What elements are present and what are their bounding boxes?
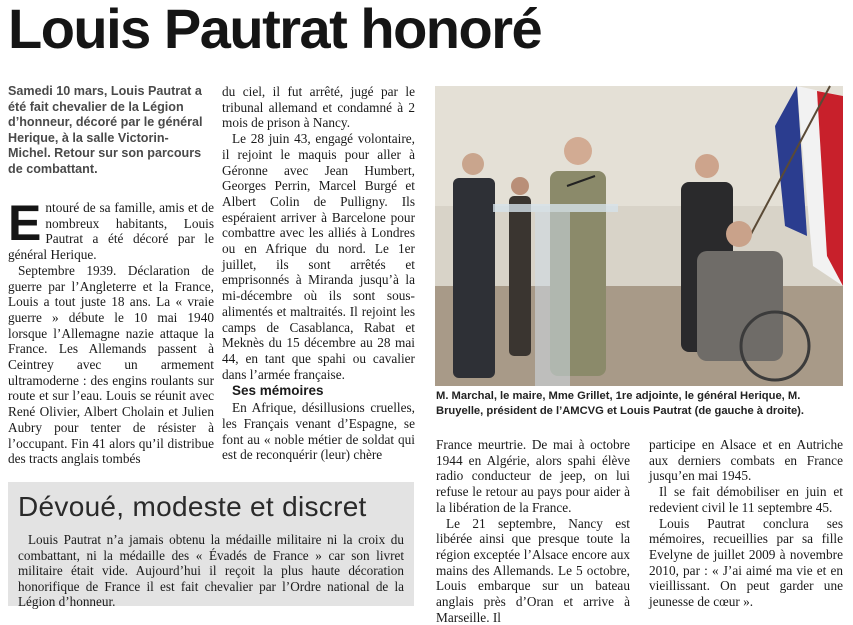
paragraph <box>8 195 214 263</box>
article-column-4 <box>649 437 843 610</box>
paragraph: Le 28 juin 43, engagé volontaire, il rejoint le maquis pour aller à Géronne avec Jean Humbert, Georges Perrin, Marcel Burgé et Albert Colin de Pulligny. Ils espéraient arriver à Barcelone pour combattre avec les alliés à Londres ou en Afrique du nord. Le 1er juillet, ils sont arrêtés et emprisonnés à Miranda jusqu’à la mi-décembre où ils sont sous-alimentés et maltraités. Il rejoint les camps de Casablanca, Rabat et Meknès du 15 décembre au 28 mai 44, en tant que spahi ou cavalier dans l’armée française. <box>222 131 415 382</box>
paragraph: du ciel, il fut arrêté, jugé par le tribunal allemand et condamné à 2 mois de prison à Nancy. <box>222 84 415 131</box>
photo-caption: M. Marchal, le maire, Mme Grillet, 1re adjointe, le général Herique, M. Bruyelle, président de l’AMCVG et Louis Pautrat (de gauche à droite). <box>436 390 805 418</box>
inset-box <box>8 482 414 610</box>
paragraph: Septembre 1939. Déclaration de guerre par l’Angleterre et la France, Louis a tout juste 18 ans. La « vraie guerre » débute le 10 mai 1940 lorsque l’Allemagne nazie attaque la France. Les Allemands passent à Ceintrey avec un armement ultramoderne : des engins roulants sur route et sur l’eau. Louis se réunit avec René Olivier, Albert Cholain et Julien Aubry pour tenter de résister à l’occupant. Fin 41 alors qu’il distribue des tracts anglais tombés <box>8 262 214 467</box>
article-column-3 <box>436 437 630 625</box>
paragraph: En Afrique, désillusions cruelles, les Français venant d’Espagne, se font au « noble métier de soldat qui est de reconquérir (leur) chère <box>222 400 415 463</box>
subheading: Ses mémoires <box>232 383 324 399</box>
ceremony-photo-illustration <box>435 86 843 386</box>
drop-cap: E <box>8 195 42 251</box>
article-column-2 <box>222 84 415 463</box>
paragraph-text: ntouré de sa famille, amis et de nombreux habitants, Louis Pautrat a été décoré par le général Herique. <box>8 200 214 263</box>
paragraph: Louis Pautrat conclura ses mémoires, recueillies par sa fille Evelyne de juillet 2009 à novembre 2010, par : « J’ai aimé ma vie et en vieillissant. On peut garder une jeunesse de cœur ». <box>649 515 843 610</box>
ceremony-photo <box>435 86 843 386</box>
inset-title: Dévoué, modeste et discret <box>18 491 367 522</box>
paragraph: France meurtrie. De mai à octobre 1944 en Algérie, alors spahi élève radio conducteur de jeep, on lui refuse le retour au pays pour aider à la libération de la France. <box>436 437 630 515</box>
inset-text: Louis Pautrat n’a jamais obtenu la médaille militaire ni la croix du combattant, ni la médaille des « Évadés de France » car son livret militaire était vide. Aujourd’hui il reçoit la plus haute décoration honorifique de France il est fait chevalier par l’Ordre national de la Légion d’honneur. <box>18 532 404 610</box>
paragraph: Il se fait démobiliser en juin et redevient civil le 11 septembre 45. <box>649 484 843 515</box>
article-column-1 <box>8 195 214 467</box>
paragraph: Le 21 septembre, Nancy est libérée ainsi que presque toute la région exceptée l’Alsace encore aux mains des Allemands. Le 5 octobre, Louis embarque sur un bateau anglais près d’Oran et arrive à Marseille. Il <box>436 515 630 625</box>
headline: Louis Pautrat honoré <box>8 0 542 60</box>
paragraph: participe en Alsace et en Autriche aux derniers combats en France jusqu’en mai 1945. <box>649 437 843 484</box>
lead-paragraph: Samedi 10 mars, Louis Pautrat a été fait chevalier de la Légion d’honneur, décoré par le général Herique, à la salle Victorin-Michel. Retour sur son parcours de combattant. <box>8 84 203 176</box>
